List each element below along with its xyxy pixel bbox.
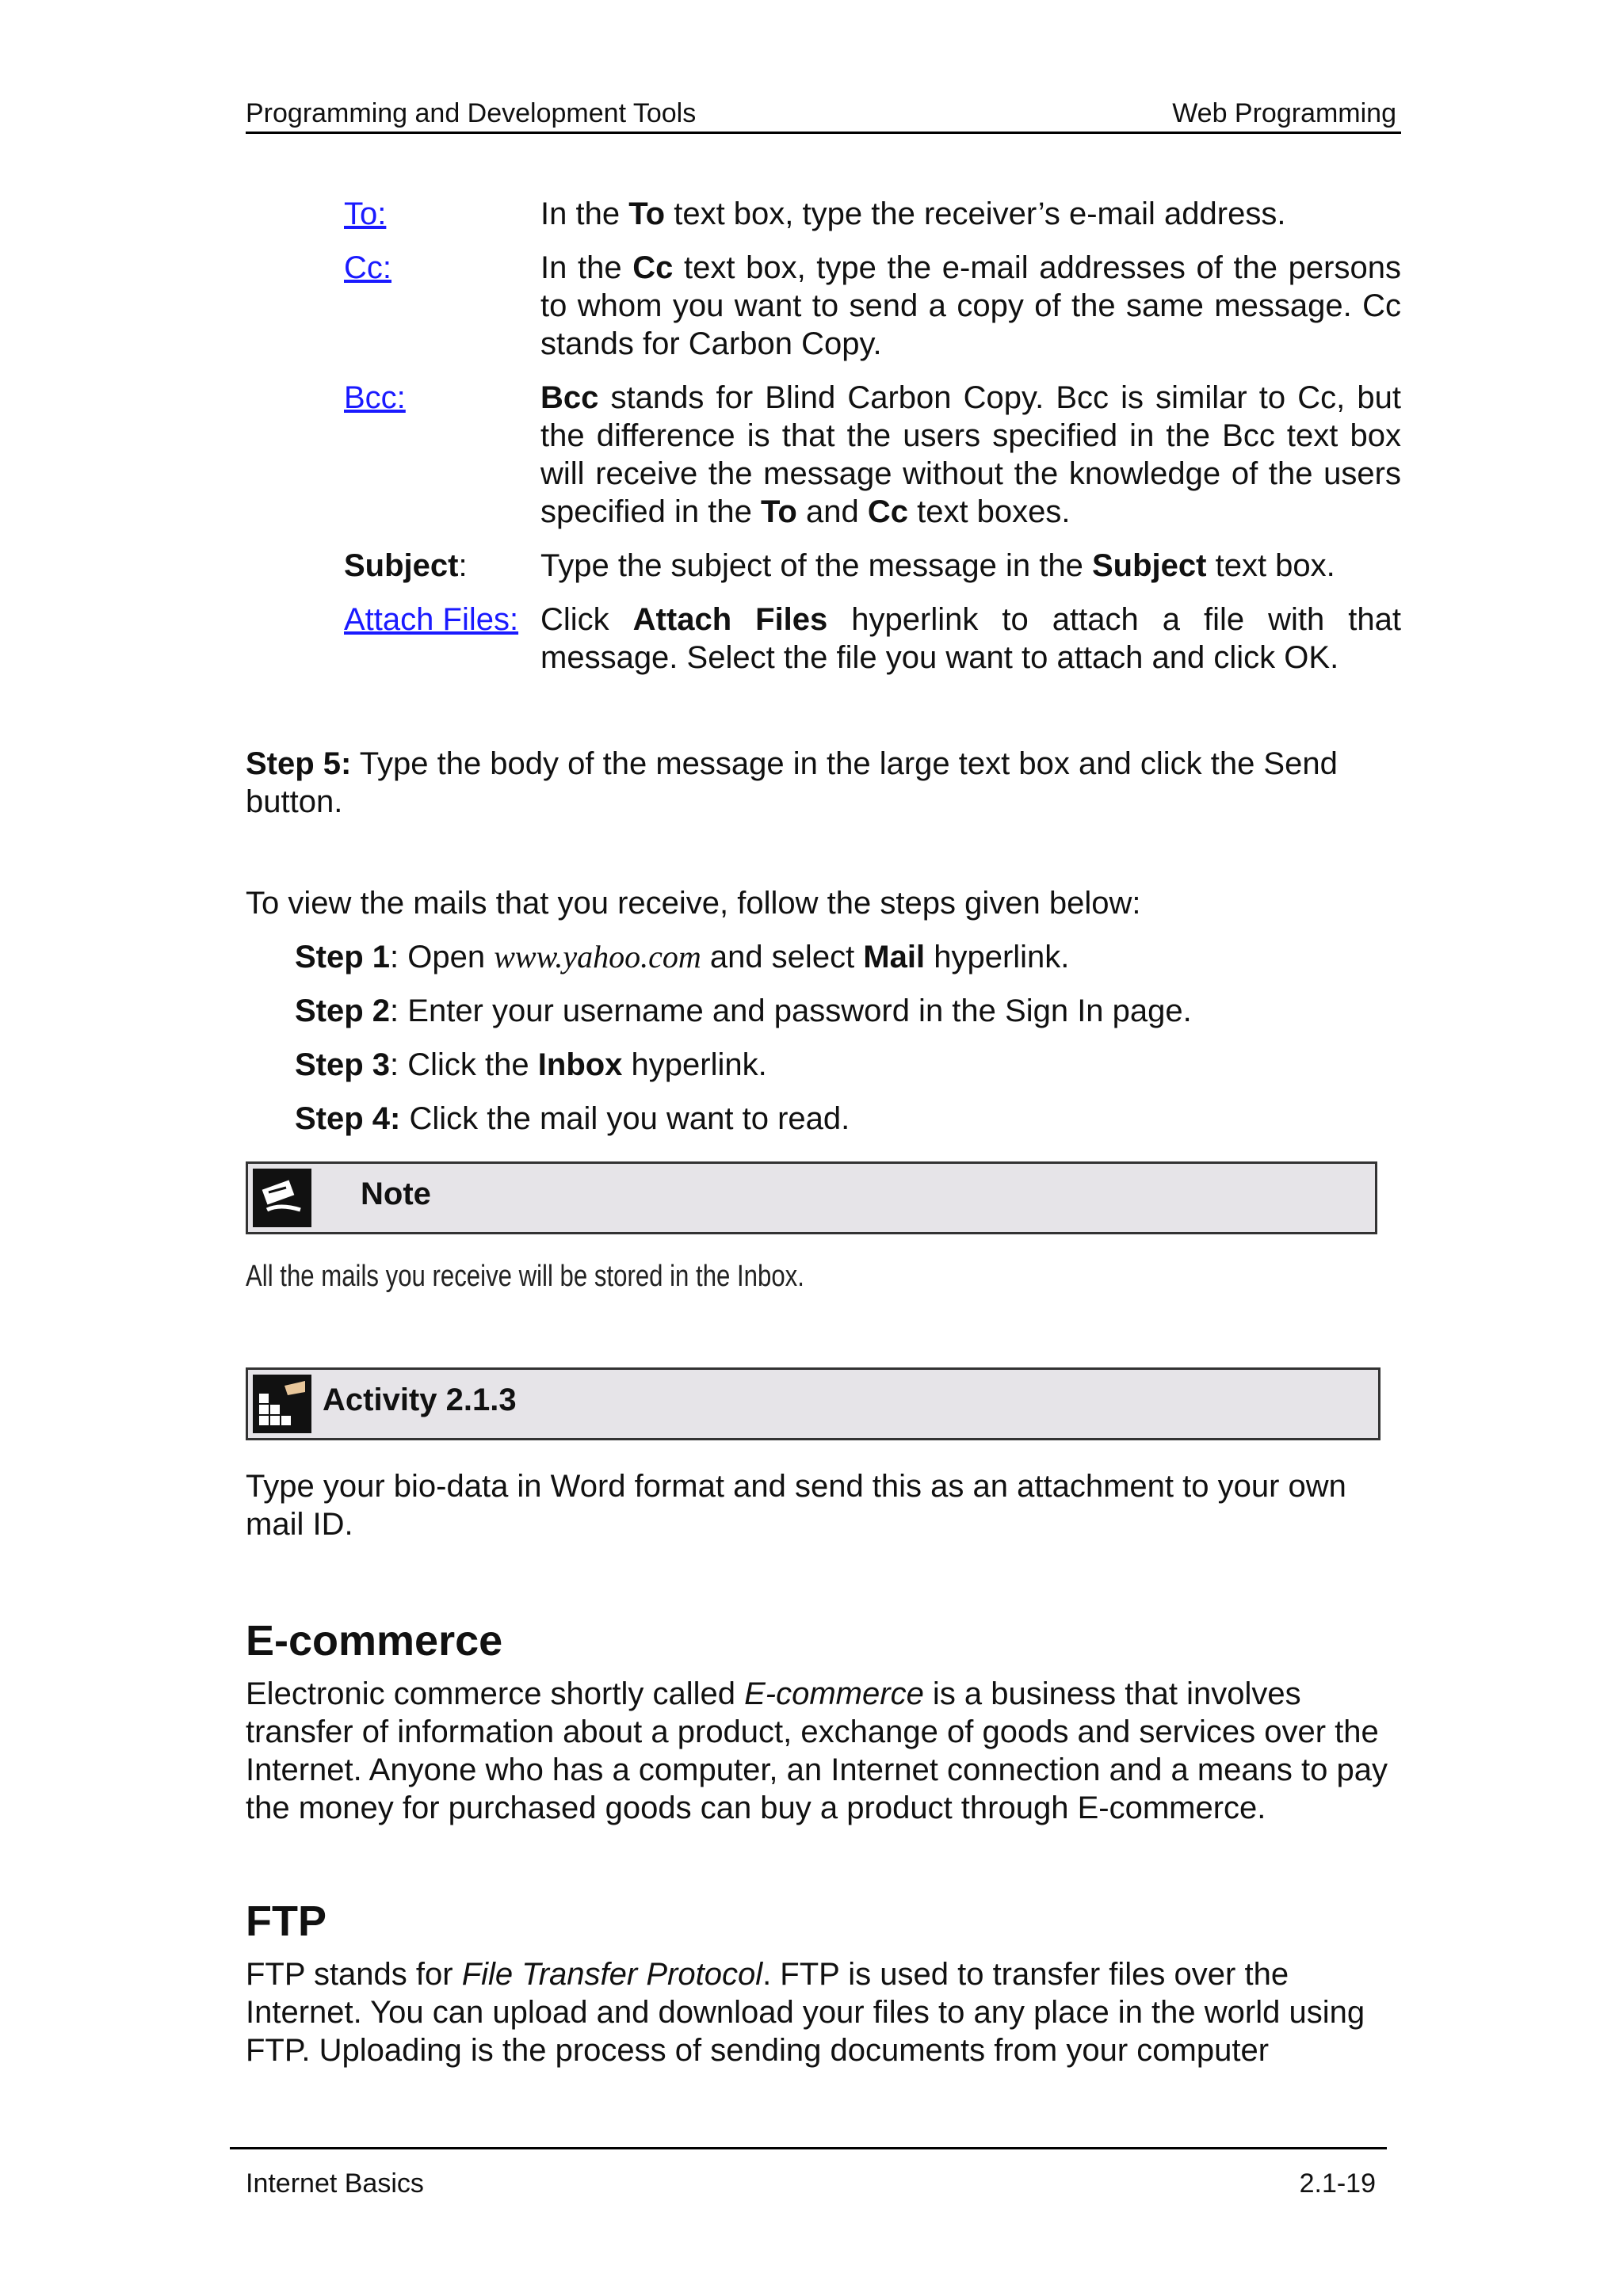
field-row [344, 195, 1401, 233]
field-term-link[interactable]: Cc: [344, 250, 391, 285]
footer-left: Internet Basics [246, 2168, 424, 2199]
note-title: Note [361, 1177, 431, 1211]
note-box [246, 1161, 1377, 1234]
field-description: Click Attach Files hyperlink to attach a file with that message. Select the file you want to attach and click OK. [540, 602, 1401, 675]
view-step: Step 1: Open www.yahoo.com and select Mail hyperlink. [295, 939, 1070, 974]
field-row [344, 379, 1401, 531]
field-row [344, 547, 1401, 585]
header-left: Programming and Development Tools [246, 98, 697, 128]
field-term: Subject: [344, 548, 468, 583]
field-row [344, 249, 1401, 363]
activity-box [246, 1367, 1381, 1440]
view-steps [295, 938, 1404, 1154]
activity-text: Type your bio-data in Word format and send this as an attachment to your own mail ID. [246, 1469, 1346, 1542]
field-term-link[interactable]: To: [344, 196, 387, 231]
header-right: Web Programming [1172, 98, 1396, 128]
field-description: Type the subject of the message in the Subject text box. [540, 548, 1335, 583]
activity-title: Activity 2.1.3 [323, 1383, 517, 1417]
step-5-text: Type the body of the message in the large text box and click the Send button. [246, 746, 1338, 819]
view-step: Step 4: Click the mail you want to read. [295, 1101, 850, 1136]
step-5-label: Step 5: [246, 746, 352, 781]
ecommerce-paragraph: Electronic commerce shortly called E-commerce is a business that involves transfer of information about a product, exchange of goods and services over the Internet. Anyone who has a computer, an Internet connection and a means to pay the money for purchased goods can buy a product through E-commerce. [246, 1676, 1388, 1825]
field-description: In the To text box, type the receiver’s e-mail address. [540, 196, 1286, 231]
view-intro: To view the mails that you receive, follow the steps given below: [246, 886, 1141, 921]
step-5 [246, 745, 1401, 821]
page-footer [230, 2147, 1387, 2199]
ecommerce-heading: E-commerce [246, 1617, 503, 1665]
view-step: Step 3: Click the Inbox hyperlink. [295, 1047, 767, 1082]
page-header [246, 98, 1401, 134]
note-text: All the mails you receive will be stored in the Inbox. [246, 1260, 804, 1293]
field-definitions [344, 195, 1401, 692]
field-term-link[interactable]: Attach Files: [344, 602, 519, 637]
field-term-link[interactable]: Bcc: [344, 380, 406, 415]
note-pen-icon [253, 1169, 311, 1227]
activity-chart-icon [253, 1375, 311, 1433]
field-description: In the Cc text box, type the e-mail addresses of the persons to whom you want to send a copy of the same message. Cc stands for Carbon Copy. [540, 250, 1401, 361]
page-number: 2.1-19 [1299, 2168, 1376, 2199]
view-step: Step 2: Enter your username and password in the Sign In page. [295, 994, 1192, 1028]
field-row [344, 601, 1401, 677]
ftp-heading: FTP [246, 1897, 327, 1945]
field-description: Bcc stands for Blind Carbon Copy. Bcc is similar to Cc, but the difference is that the users specified in the Bcc text box will receive the message without the knowledge of the users specified in the To and Cc text boxes. [540, 380, 1401, 529]
ftp-paragraph: FTP stands for File Transfer Protocol. FTP is used to transfer files over the Internet. You can upload and download your files to any place in the world using FTP. Uploading is the process of sending documents from your computer [246, 1957, 1365, 2068]
